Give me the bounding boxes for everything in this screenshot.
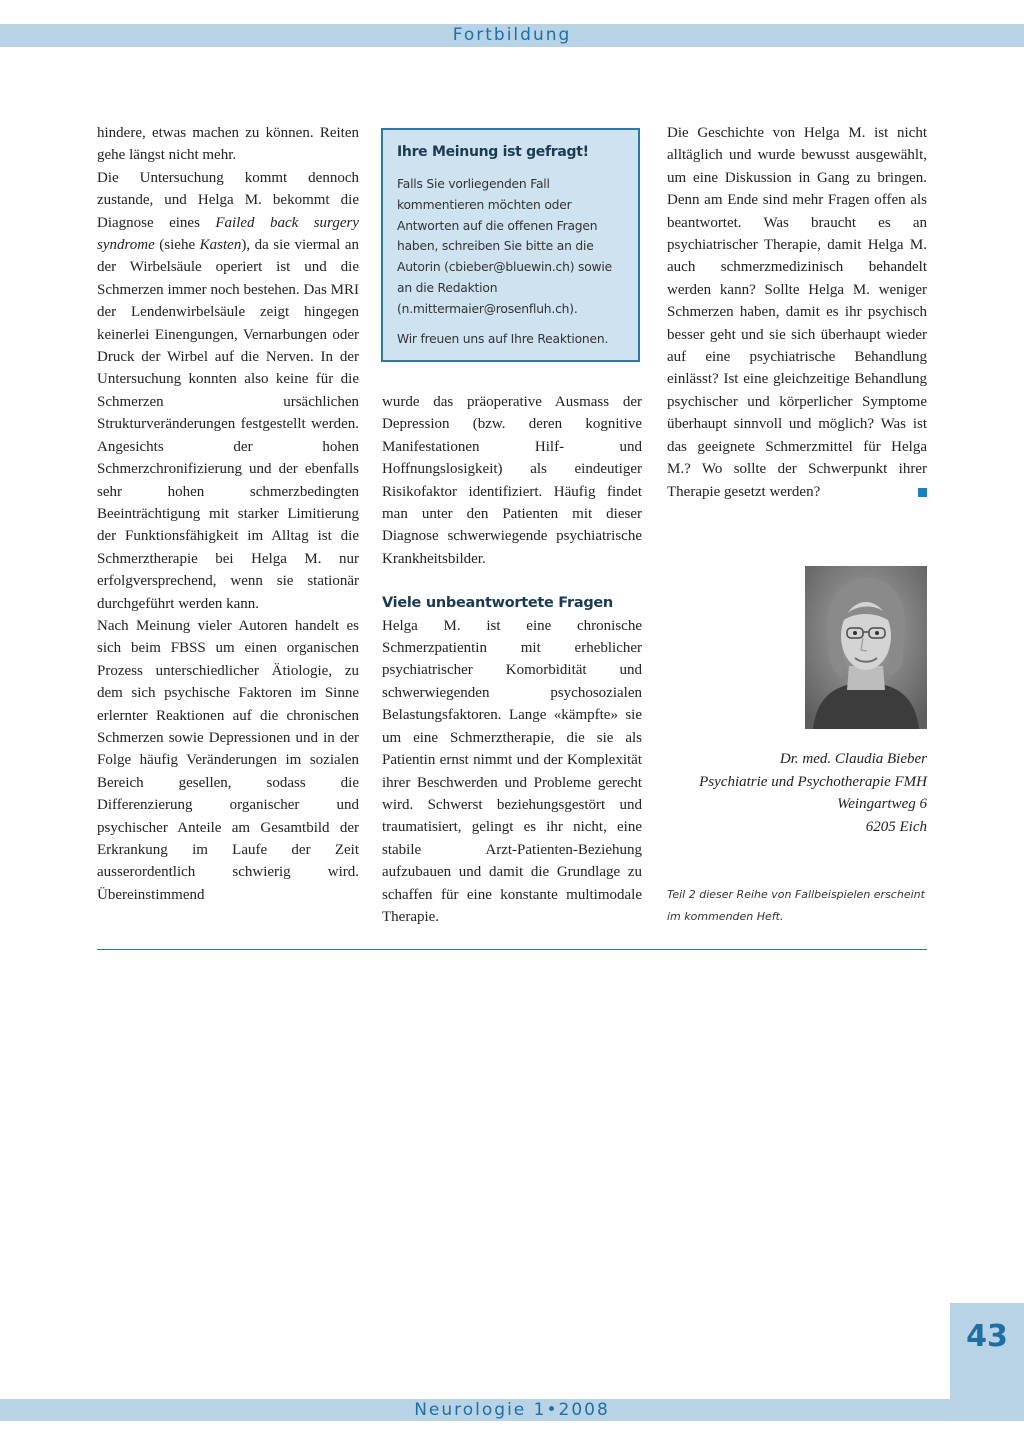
- info-box-title: Ihre Meinung ist gefragt!: [397, 144, 589, 160]
- author-title: Psychiatrie und Psychotherapie FMH: [699, 773, 927, 790]
- section-title: Fortbildung: [452, 25, 572, 45]
- author-city: 6205 Eich: [865, 818, 927, 835]
- author-portrait: [805, 566, 927, 729]
- column1-term-kasten: Kasten: [199, 237, 242, 254]
- text-column-1: [97, 122, 359, 906]
- journal-issue: Neurologie 1•2008: [414, 1400, 610, 1420]
- divider-line: [97, 949, 927, 950]
- section-heading: Viele unbeantwortete Fragen: [382, 595, 613, 612]
- column1-paragraph-1: hindere, etwas machen zu können. Reiten gehe längst nicht mehr.: [97, 125, 359, 164]
- series-note: Teil 2 dieser Reihe von Fallbeispielen erscheint im kommenden Heft.: [667, 888, 925, 923]
- column1-paragraph-2: [97, 167, 359, 615]
- page-number: 43: [966, 1319, 1008, 1354]
- end-of-article-square-icon: [918, 488, 927, 497]
- column3-paragraph-1-text: Die Geschichte von Helga M. ist nicht alltäglich und wurde bewusst ausgewählt, um eine Diskussion in Gang zu bringen. Denn am Ende sind mehr Fragen offen als beantwortet. Was braucht es an psychiatrischer Therapie, damit Helga M. auch schmerzmedizinisch behandelt werden kann? Sollte Helga M. weniger Schmerzen haben, damit es ihr psychisch besser geht und sie sich überhaupt wieder auf eine psychiatrische Behandlung einlässt? Ist eine gleichzeitige Behandlung psychischer und körperlicher Symptome überhaupt sinnvoll und möglich? Was ist das geeignete Schmerzmittel für Helga M.? Wo sollte der Schwerpunkt ihrer Therapie gesetzt werden?: [667, 125, 927, 500]
- text-column-2: [382, 391, 642, 928]
- column1-paragraph-2-text-a: Die Untersuchung kommt dennoch zustande, und Helga M. bekommt die Diagnose eines: [97, 169, 359, 231]
- column1-paragraph-3: Nach Meinung vieler Autoren handelt es sich beim FBSS um einen organischen Prozess unterschiedlicher Ätiologie, zu dem sich psychische Faktoren im Sinne erlernter Reaktionen auf die chronischen Schmerzen sowie Depressionen und in der Folge häufig Veränderungen im sozialen Bereich gesellen, sodass die Differenzierung organischer und psychischer Anteile am Gesamtbild der Erkrankung im Laufe der Zeit ausserordentlich schwierig wird. Übereinstimmend: [97, 617, 359, 903]
- header-band: [0, 24, 1024, 47]
- info-box-note: Wir freuen uns auf Ihre Reaktionen.: [397, 331, 609, 346]
- spacer: [382, 570, 642, 592]
- author-name: Dr. med. Claudia Bieber: [779, 751, 927, 767]
- column3-paragraph-1: [667, 122, 927, 503]
- text-column-3: [667, 122, 927, 503]
- column1-term-fbss: Failed back surgery syndrome: [97, 214, 359, 254]
- author-address: [667, 748, 927, 838]
- footer-band: [0, 1399, 1024, 1421]
- column1-paragraph-2-text-b: (siehe: [154, 237, 200, 254]
- author-street: Weingartweg 6: [837, 796, 927, 812]
- info-box: [381, 128, 640, 362]
- column1-paragraph-2-text-c: ), da sie viermal an der Wirbelsäule operiert ist und die Schmerzen immer noch bestehen. Das MRI der Lendenwirbelsäule zeigt hingegen keinerlei Einengungen, Vernarbungen oder Druck der Wirbel auf die Nerven. In der Untersuchung konnten also keine für die Schmerzen ursächlichen Strukturveränderungen festgestellt werden. Angesichts der hohen Schmerzchronifizierung und der ebenfalls sehr hohen schmerzbedingten Beeinträchtigung mit starker Limitierung der Funktionsfähigkeit im Alltag ist die Schmerztherapie bei Helga M. nur erfolgversprechend, wenn sie stationär durchgeführt werden kann.: [97, 237, 359, 612]
- portrait-illustration: [805, 566, 927, 729]
- info-box-body: Falls Sie vorliegenden Fall kommentieren möchten oder Antworten auf die offenen Fragen haben, schreiben Sie bitte an die Autorin (cbieber@bluewin.ch) sowie an die Redaktion (n.mittermaier@rosenfluh.ch).: [397, 177, 612, 316]
- column2-paragraph-1: wurde das präoperative Ausmass der Depression (bzw. deren kognitive Manifestationen Hilf- und Hoffnungslosigkeit) als eindeutiger Risikofaktor identifiziert. Häufig findet man unter den Patienten mit dieser Diagnose schwerwiegende psychiatrische Krankheitsbilder.: [382, 394, 642, 567]
- page-number-tab: [950, 1303, 1024, 1399]
- column2-paragraph-2: Helga M. ist eine chronische Schmerzpatientin mit erheblicher psychiatrischer Komorbidität und schwerwiegenden psychosozialen Belastungsfaktoren. Lange «kämpfte» sie um eine Schmerztherapie, die sie als Patientin ernst nimmt und der Komplexität ihrer Beschwerden und Probleme gerecht wird. Schwerst beziehungsgestört und traumatisiert, gelingt es ihr nicht, eine stabile Arzt-Patienten-Beziehung aufzubauen und damit die Grundlage zu schaffen für eine konstante multimodale Therapie.: [382, 617, 642, 925]
